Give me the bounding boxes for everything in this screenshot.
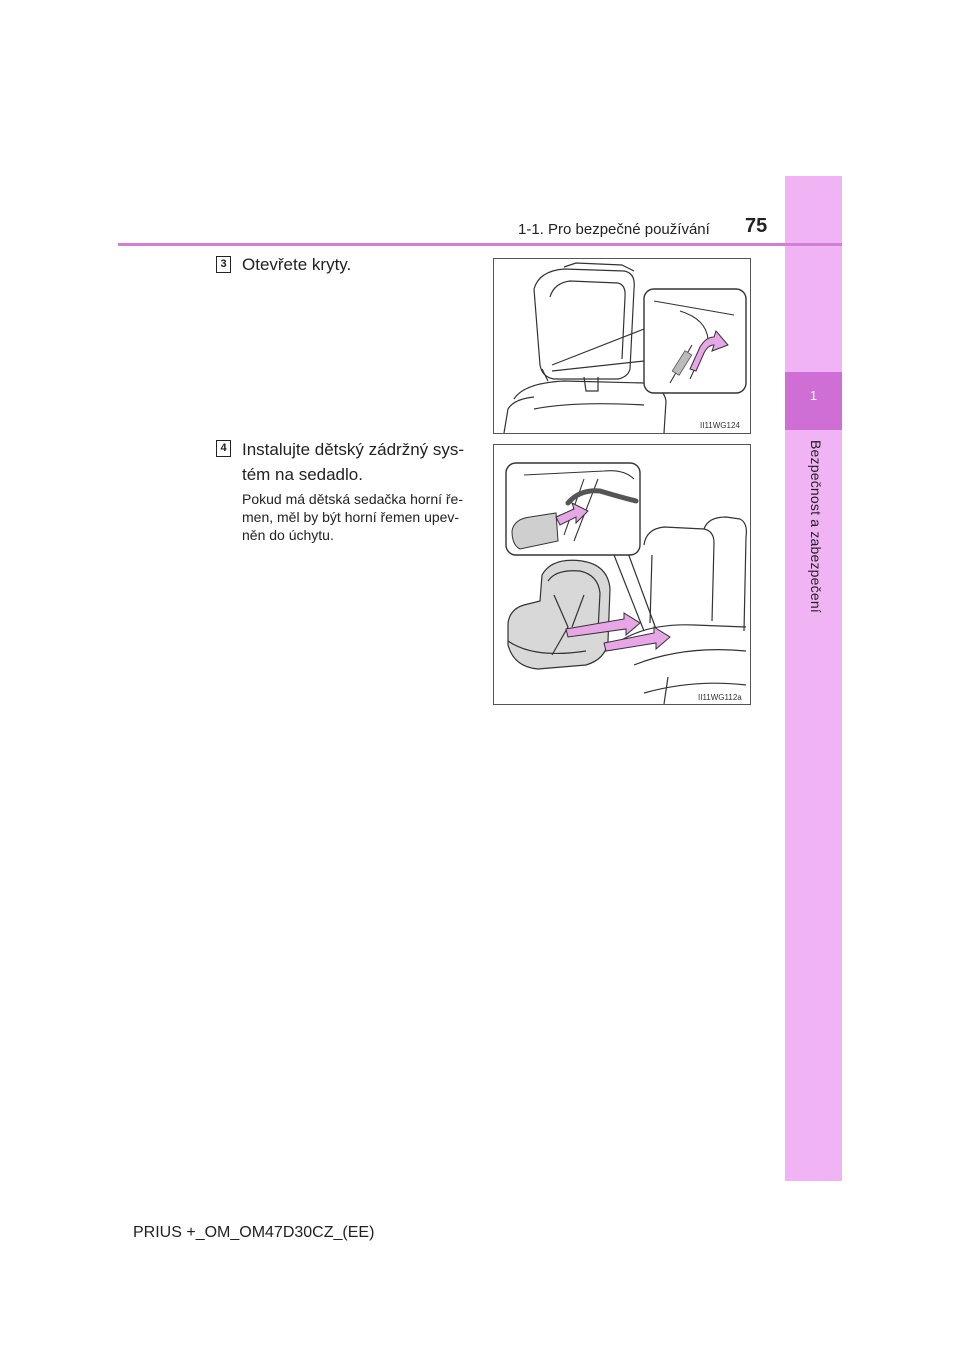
- step-number-4: 4: [216, 440, 231, 457]
- page-number: 75: [745, 215, 768, 237]
- section-title: 1-1. Pro bezpečné používání: [518, 221, 710, 238]
- step-4-note-line1: Pokud má dětská sedačka horní ře-: [242, 491, 464, 507]
- step-number-3: 3: [216, 256, 231, 273]
- figure-code-3: II11WG124: [700, 421, 740, 430]
- figure-open-covers: [493, 258, 751, 434]
- chapter-title: Bezpečnost a zabezpečení: [808, 440, 824, 613]
- step-4-note-line2: men, měl by být horní řemen upev-: [242, 509, 460, 525]
- chapter-number: 1: [809, 388, 818, 403]
- seat-covers-illustration: [494, 259, 750, 433]
- step-4-text-line1: Instalujte dětský zádržný sys-: [242, 440, 465, 459]
- header-rule: [118, 243, 842, 246]
- document-code: PRIUS +_OM_OM47D30CZ_(EE): [133, 1224, 375, 1241]
- child-seat-illustration: [494, 445, 750, 704]
- figure-code-4: II11WG112a: [698, 693, 742, 702]
- figure-install-child-seat: [493, 444, 751, 705]
- chapter-side-tab: [785, 176, 842, 1181]
- step-4-text-line2: tém na sedadlo.: [242, 465, 363, 484]
- step-4-note-line3: něn do úchytu.: [242, 527, 334, 543]
- step-3-text: Otevřete kryty.: [242, 255, 352, 274]
